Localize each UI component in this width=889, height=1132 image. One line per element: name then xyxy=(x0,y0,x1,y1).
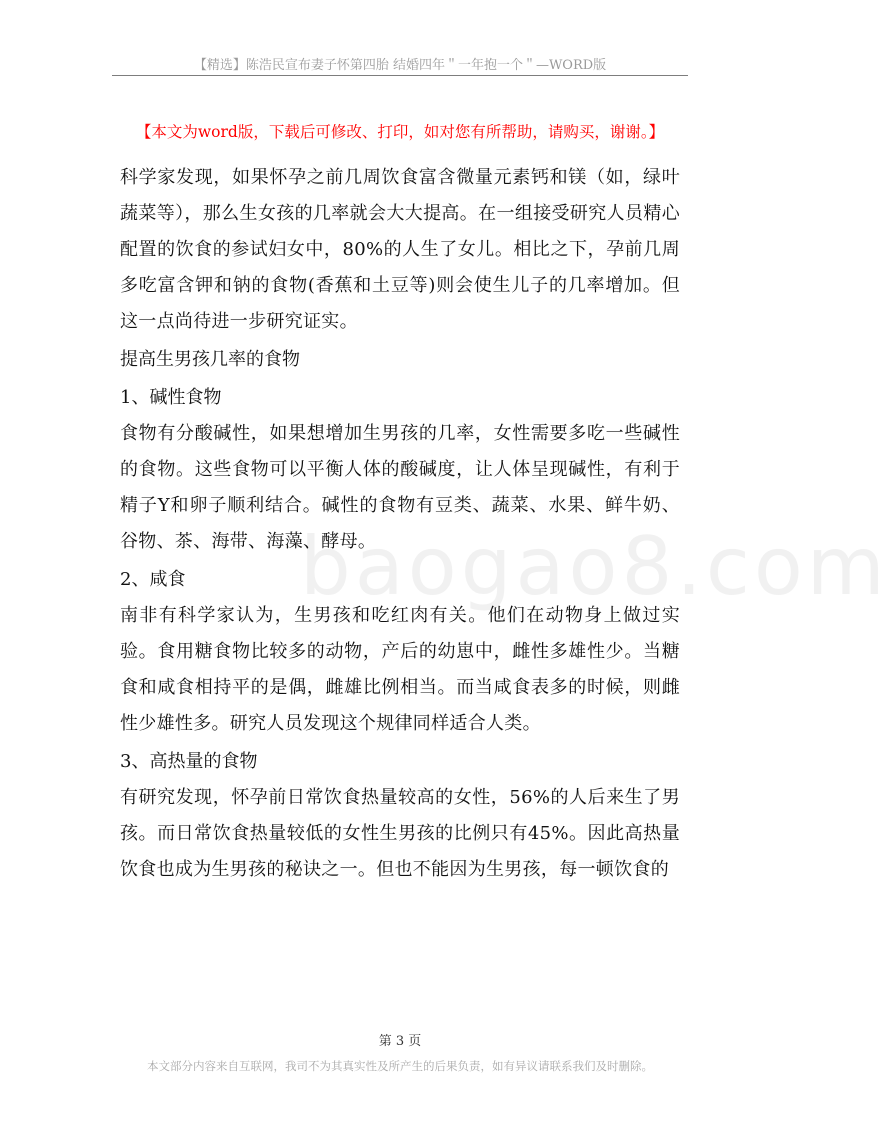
header-divider xyxy=(112,75,688,76)
section-title: 提高生男孩几率的食物 xyxy=(120,349,300,370)
watermark: baogao8.com xyxy=(300,520,889,613)
footer-disclaimer: 本文部分内容来自互联网，我司不为其真实性及所产生的后果负责，如有异议请联系我们及时删除。 xyxy=(147,1059,653,1073)
page-number: 第 3 页 xyxy=(378,1034,422,1049)
body-paragraph: 科学家发现，如果怀孕之前几周饮食富含微量元素钙和镁（如，绿叶蔬菜等），那么生女孩的几率就会大大提高。在一组接受研究人员精心配置的饮食的参试妇女中，80%的人生了女儿。相比之下，孕前几周多吃富含钾和钠的食物(香蕉和土豆等)则会使生儿子的几率增加。但这一点尚待进一步研究证实。 xyxy=(120,167,680,332)
section-heading: 1、碱性食物 xyxy=(120,387,222,408)
document-header: 【精选】陈浩民宣布妻子怀第四胎 结婚四年＂一年抱一个＂—WORD版 xyxy=(193,58,607,73)
body-paragraph: 南非有科学家认为，生男孩和吃红肉有关。他们在动物身上做过实验。食用糖食物比较多的动物，产后的幼崽中，雌性多雄性少。当糖食和咸食相持平的是偶，雌雄比例相当。而当咸食表多的时候，则雌性少雄性多。研究人员发现这个规律同样适合人类。 xyxy=(120,605,680,734)
section-heading: 2、咸食 xyxy=(120,569,186,590)
download-notice: 【本文为word版，下载后可修改、打印，如对您有所帮助，请购买，谢谢。】 xyxy=(135,123,665,141)
section-heading: 3、高热量的食物 xyxy=(120,751,258,772)
body-paragraph: 食物有分酸碱性，如果想增加生男孩的几率，女性需要多吃一些碱性的食物。这些食物可以平衡人体的酸碱度，让人体呈现碱性，有利于精子Y和卵子顺利结合。碱性的食物有豆类、蔬菜、水果、鲜牛奶、谷物、茶、海带、海藻、酵母。 xyxy=(120,423,680,552)
document-body xyxy=(120,160,680,888)
body-paragraph: 有研究发现，怀孕前日常饮食热量较高的女性，56%的人后来生了男孩。而日常饮食热量较低的女性生男孩的比例只有45%。因此高热量饮食也成为生男孩的秘诀之一。但也不能因为生男孩，每一顿饮食的 xyxy=(120,787,680,880)
